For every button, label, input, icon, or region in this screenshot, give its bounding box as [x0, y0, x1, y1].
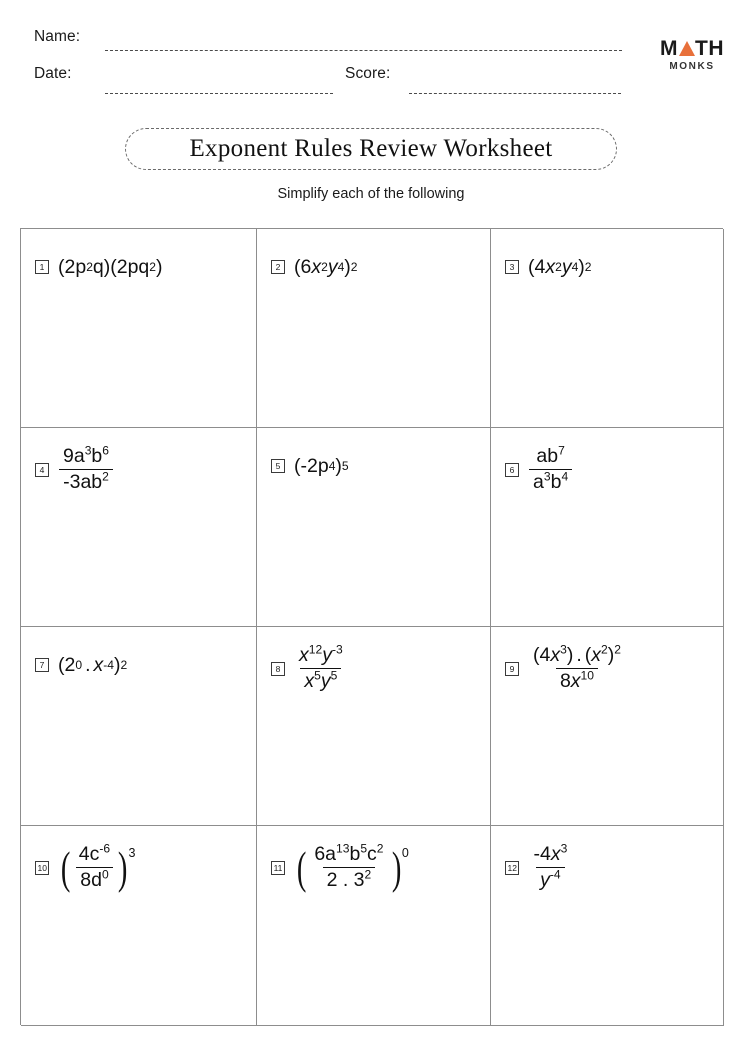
problem-cell-3[interactable]: [491, 229, 724, 428]
expr-part: 2 . 3: [326, 868, 365, 891]
problem-number: 2: [271, 260, 285, 274]
problem-expression: [58, 443, 114, 494]
expr-part: 9a: [63, 445, 85, 467]
fraction-numerator: [529, 841, 571, 867]
expr-part: c: [367, 843, 377, 865]
problem-11: [271, 841, 480, 893]
variable: x: [304, 669, 315, 692]
expr-part: ): [578, 255, 585, 278]
problem-4: [35, 443, 246, 494]
problem-expression: [294, 841, 409, 893]
exponent: 2: [376, 841, 384, 856]
problem-5: [271, 446, 480, 486]
problem-number: 11: [271, 861, 285, 875]
problem-3: [505, 247, 713, 287]
problem-expression: [58, 841, 136, 893]
exponent: -4: [549, 867, 561, 882]
variable: x: [299, 644, 309, 666]
right-paren: ): [391, 841, 401, 893]
expr-part: ab: [536, 445, 559, 467]
fraction-numerator: [532, 443, 568, 469]
logo-wordmark: [655, 38, 729, 59]
problem-expression: (2p 2 q)(2pq 2 ): [58, 255, 163, 278]
fraction: [529, 443, 572, 494]
exponent: 2: [600, 642, 608, 657]
expr-part: (: [584, 644, 592, 666]
problem-cell-1[interactable]: [21, 229, 257, 428]
grouped-fraction: [58, 841, 136, 893]
worksheet-title-box: [125, 128, 617, 170]
logo-letters-th: TH: [695, 37, 724, 60]
variable: x: [550, 644, 561, 666]
fraction-numerator: [75, 841, 114, 867]
exponent: 2: [102, 469, 109, 484]
problem-number: 9: [505, 662, 519, 676]
exponent: 7: [558, 443, 565, 458]
variable: y: [561, 255, 572, 278]
expr-part: (-2p: [294, 454, 329, 477]
problem-number: 10: [35, 861, 49, 875]
exponent: 13: [336, 841, 350, 856]
fraction: [529, 642, 625, 693]
fraction-denominator: [529, 469, 572, 494]
expr-part: 6a: [314, 843, 337, 865]
multiplication-dot: .: [85, 653, 91, 676]
problem-8: [271, 642, 480, 693]
left-paren: (: [61, 841, 71, 893]
fraction: [310, 841, 387, 892]
variable: y: [540, 868, 550, 891]
fraction: [59, 443, 113, 494]
fraction: [529, 841, 571, 892]
problem-cell-12[interactable]: [491, 826, 724, 1026]
expr-part: (2: [58, 653, 76, 676]
problem-12: [505, 841, 713, 892]
expr-part: ): [344, 255, 351, 278]
problem-cell-5[interactable]: [257, 428, 491, 627]
exponent: 3: [543, 469, 551, 484]
outer-exponent: 0: [401, 846, 409, 860]
exponent: 10: [580, 668, 594, 683]
fraction: [295, 642, 347, 693]
worksheet-instructions: Simplify each of the following: [277, 186, 465, 202]
expr-part: (4: [528, 255, 546, 278]
score-input-line[interactable]: [409, 93, 621, 94]
problem-number: 3: [505, 260, 519, 274]
problem-expression: (4 x 2 y 4 ) 2: [528, 255, 592, 278]
problem-cell-8[interactable]: [257, 627, 491, 826]
exponent: 3: [560, 642, 567, 657]
problem-number: 4: [35, 463, 49, 477]
variable: y: [327, 255, 338, 278]
variable: x: [570, 669, 581, 692]
problem-6: [505, 443, 713, 494]
expr-part: ): [607, 644, 615, 666]
problem-number: 1: [35, 260, 49, 274]
variable: x: [545, 255, 556, 278]
variable: y: [322, 644, 332, 666]
expr-part: b: [91, 445, 103, 467]
exponent: 5: [360, 841, 368, 856]
math-monks-logo: [655, 38, 729, 72]
problem-expression: [528, 443, 573, 494]
exponent: 3: [560, 841, 568, 856]
exponent: 3: [84, 443, 92, 458]
exponent: 0: [101, 867, 109, 882]
variable: x: [311, 255, 322, 278]
problem-9: [505, 642, 713, 693]
problem-number: 6: [505, 463, 519, 477]
name-input-line[interactable]: [105, 50, 622, 51]
score-label: Score:: [345, 65, 391, 82]
problem-number: 5: [271, 459, 285, 473]
expr-part: (2p: [58, 255, 87, 278]
worksheet-header: [0, 0, 742, 118]
expr-part: q)(2pq: [92, 255, 150, 278]
expr-part: b: [550, 470, 562, 493]
problem-number: 7: [35, 658, 49, 672]
problem-number: 8: [271, 662, 285, 676]
problem-7: [35, 645, 246, 685]
logo-subtext: MONKS: [669, 61, 715, 72]
problem-cell-10[interactable]: [21, 826, 257, 1026]
fraction-denominator: [323, 867, 376, 892]
date-label: Date:: [34, 65, 72, 82]
problem-cell-11[interactable]: [257, 826, 491, 1026]
variable: x: [550, 843, 561, 865]
expr-part: ): [566, 644, 574, 666]
fraction-numerator: [529, 642, 625, 668]
expr-part: ): [156, 255, 163, 278]
exponent: 2: [364, 867, 372, 882]
problem-10: [35, 841, 246, 893]
exponent: -6: [99, 841, 111, 856]
problem-number: 12: [505, 861, 519, 875]
fraction-denominator: [556, 668, 598, 693]
fraction-numerator: [295, 642, 347, 668]
right-paren: ): [118, 841, 128, 893]
variable: y: [320, 669, 331, 692]
expr-part: -3ab: [63, 470, 103, 493]
expr-part: 4c: [78, 843, 100, 865]
triangle-icon: [679, 41, 695, 56]
exponent: 6: [102, 443, 109, 458]
problem-cell-9[interactable]: [491, 627, 724, 826]
multiplication-dot: .: [576, 644, 582, 666]
problem-1: [35, 247, 246, 287]
problem-expression: (6 x 2 y 4 ) 2: [294, 255, 358, 278]
page-title: Exponent Rules Review Worksheet: [189, 135, 553, 162]
expr-part: ): [335, 454, 342, 477]
fraction-numerator: [310, 841, 387, 867]
date-input-line[interactable]: [105, 93, 333, 94]
problem-cell-7[interactable]: [21, 627, 257, 826]
fraction-denominator: [300, 668, 341, 693]
exponent: 2: [614, 642, 621, 657]
grouped-fraction: [294, 841, 409, 893]
variable: x: [591, 644, 601, 666]
fraction-denominator: [536, 867, 565, 892]
problem-cell-2[interactable]: [257, 229, 491, 428]
fraction-denominator: [76, 867, 112, 892]
expr-part: -4: [533, 843, 551, 865]
problem-expression: [528, 642, 626, 693]
fraction-denominator: [59, 469, 113, 494]
expr-part: (4: [533, 644, 551, 666]
variable: x: [93, 653, 104, 676]
expr-part: 8d: [80, 868, 102, 891]
exponent: 12: [308, 642, 323, 657]
exponent: 4: [561, 469, 569, 484]
problem-cell-4[interactable]: [21, 428, 257, 627]
exponent: 5: [314, 668, 321, 683]
name-label: Name:: [34, 28, 81, 45]
problem-expression: (2 0 . x -4 ) 2: [58, 653, 128, 676]
problem-expression: [528, 841, 572, 892]
problem-cell-6[interactable]: [491, 428, 724, 627]
problem-expression: [294, 642, 348, 693]
problem-grid: [20, 228, 723, 1025]
expr-part: 8: [559, 669, 571, 692]
fraction: [75, 841, 114, 892]
expr-part: b: [349, 843, 361, 865]
exponent: -3: [331, 642, 343, 657]
left-paren: (: [296, 841, 307, 893]
exponent: 5: [330, 668, 338, 683]
logo-letter-m: M: [660, 37, 678, 60]
fraction-numerator: [59, 443, 113, 469]
expr-part: ): [113, 653, 121, 676]
problem-expression: (-2p 4 ) 5: [294, 454, 349, 477]
outer-exponent: 3: [128, 846, 136, 860]
problem-2: [271, 247, 480, 287]
expr-part: (6: [294, 255, 312, 278]
expr-part: a: [533, 470, 544, 493]
